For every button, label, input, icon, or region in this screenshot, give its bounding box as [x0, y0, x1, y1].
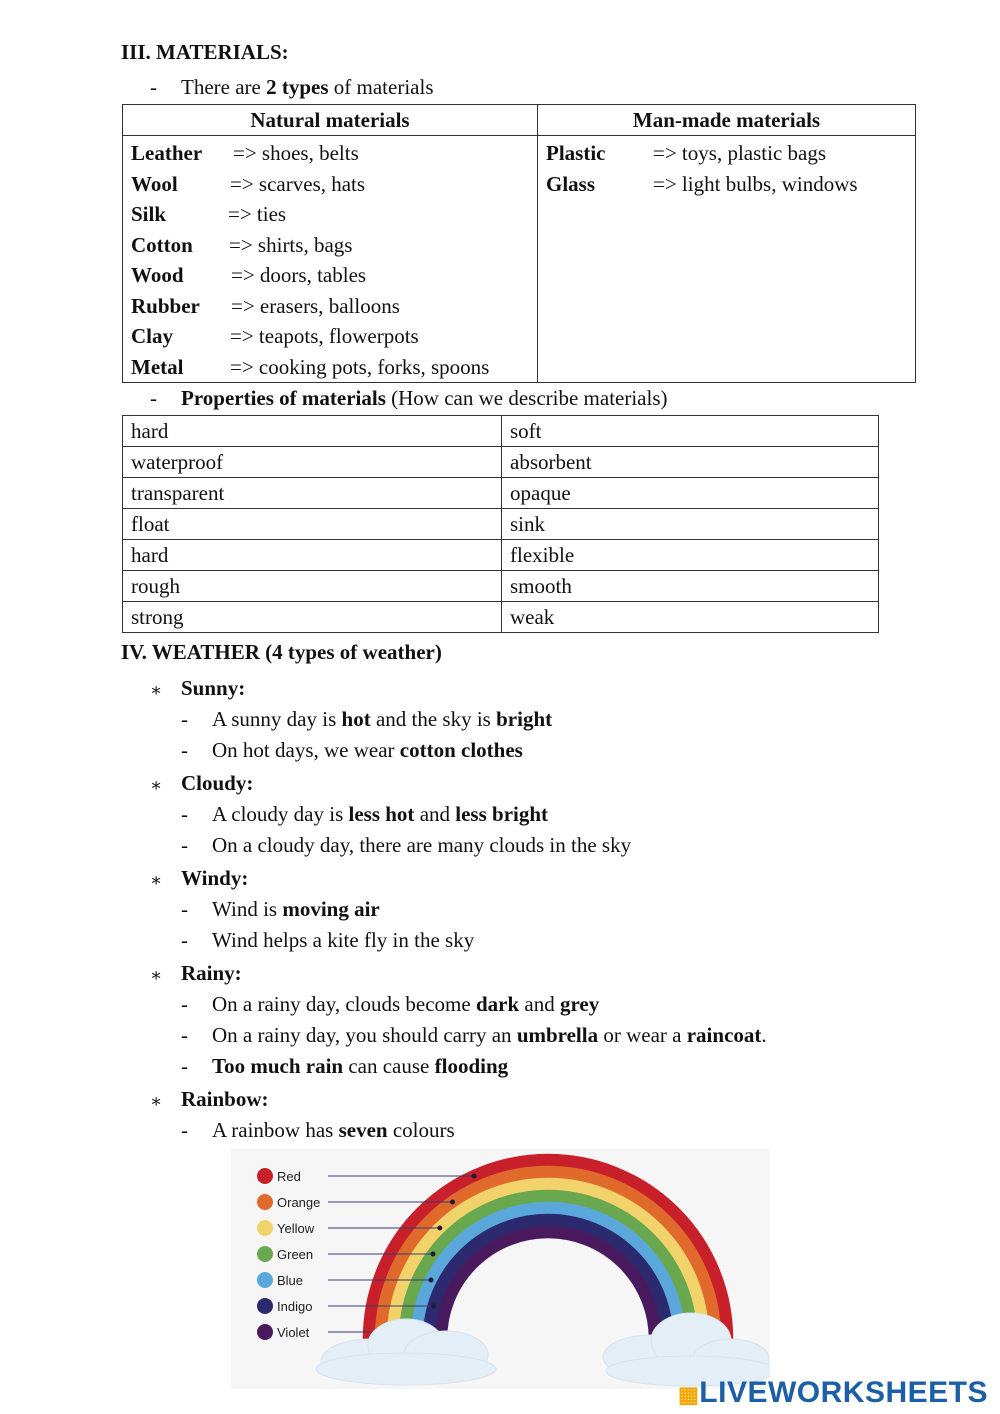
property-cell: rough: [123, 571, 502, 602]
legend-dot-violet: [257, 1324, 273, 1340]
table-row: [123, 540, 879, 571]
material-name: Clay: [131, 324, 173, 348]
table-row: [123, 416, 879, 447]
material-name: Rubber: [131, 293, 200, 318]
natural-item: [131, 352, 529, 383]
material-name: Cotton: [131, 232, 193, 257]
natural-item: [131, 260, 529, 291]
manmade-list: [538, 136, 916, 383]
legend-point-yellow: [437, 1226, 442, 1231]
material-uses: => toys, plastic bags: [653, 141, 827, 165]
dash: -: [181, 738, 188, 762]
materials-table: [122, 104, 916, 383]
property-cell: strong: [123, 602, 502, 633]
logo-text: LIVEWORKSHEETS: [699, 1376, 988, 1409]
liveworksheets-logo: [678, 1376, 988, 1410]
legend-dot-blue: [257, 1272, 273, 1288]
material-name: Wool: [131, 171, 178, 196]
properties-dash: -: [150, 386, 157, 410]
cloudy-line-2: On a cloudy day, there are many clouds in the sky: [212, 833, 632, 857]
legend-label-red: Red: [277, 1169, 301, 1184]
bullet-star: ∗: [150, 1091, 163, 1111]
property-cell: absorbent: [502, 447, 879, 478]
manmade-item: [546, 169, 907, 200]
material-uses: => cooking pots, forks, spoons: [230, 354, 490, 379]
table-row: [123, 447, 879, 478]
property-cell: float: [123, 509, 502, 540]
dash: -: [181, 897, 188, 921]
property-cell: hard: [123, 540, 502, 571]
property-cell: smooth: [502, 571, 879, 602]
rainy-line-3: Too much rain can cause flooding: [212, 1054, 509, 1078]
natural-item: [131, 230, 529, 261]
intro-bold: 2 types: [266, 75, 329, 99]
material-uses: => scarves, hats: [230, 171, 366, 196]
material-uses: => doors, tables: [231, 263, 367, 287]
table-row: [123, 571, 879, 602]
property-cell: soft: [502, 416, 879, 447]
material-uses: => light bulbs, windows: [653, 171, 858, 196]
material-uses: => ties: [228, 202, 287, 226]
legend-point-blue: [429, 1278, 434, 1283]
legend-point-indigo: [431, 1304, 436, 1309]
legend-point-red: [472, 1174, 477, 1179]
material-name: Glass: [546, 171, 596, 196]
properties-text: (How can we describe materials): [385, 386, 668, 410]
legend-point-orange: [450, 1200, 455, 1205]
sunny-line-1: A sunny day is hot and the sky is bright: [212, 707, 553, 731]
properties-intro: [181, 386, 668, 411]
legend-label-indigo: Indigo: [277, 1299, 313, 1314]
natural-item: [131, 138, 529, 169]
natural-item: [131, 199, 529, 230]
materials-intro-dash: -: [150, 75, 157, 99]
cloud-left: [316, 1319, 496, 1385]
legend-dot-red: [257, 1168, 273, 1184]
property-cell: sink: [502, 509, 879, 540]
table-row: [123, 602, 879, 633]
property-cell: weak: [502, 602, 879, 633]
properties-bold: Properties of materials: [181, 386, 386, 410]
rainy-title: Rainy:: [181, 961, 242, 985]
table-row: [123, 509, 879, 540]
material-name: Plastic: [546, 141, 606, 165]
rainy-line-1: On a rainy day, clouds become dark and grey: [212, 992, 600, 1016]
rainbow-illustration: [231, 1149, 770, 1389]
materials-intro: [181, 75, 434, 100]
materials-heading: III. MATERIALS:: [121, 40, 289, 64]
windy-line-1: Wind is moving air: [212, 897, 380, 921]
natural-header: Natural materials: [123, 105, 538, 136]
property-cell: hard: [123, 416, 502, 447]
dash: -: [181, 833, 188, 857]
natural-list: [123, 136, 538, 383]
legend-dot-green: [257, 1246, 273, 1262]
dash: -: [181, 802, 188, 826]
legend-dot-yellow: [257, 1220, 273, 1236]
legend-label-violet: Violet: [277, 1325, 310, 1340]
dash: -: [181, 992, 188, 1016]
material-name: Metal: [131, 354, 184, 379]
dash: -: [181, 1054, 188, 1078]
dash: -: [181, 707, 188, 731]
legend-point-green: [431, 1252, 436, 1257]
property-cell: opaque: [502, 478, 879, 509]
legend-label-orange: Orange: [277, 1195, 321, 1210]
property-cell: flexible: [502, 540, 879, 571]
property-cell: transparent: [123, 478, 502, 509]
logo-icon: ▦: [678, 1382, 700, 1407]
legend-label-green: Green: [277, 1247, 314, 1262]
material-uses: => shoes, belts: [233, 141, 359, 165]
legend-label-yellow: Yellow: [277, 1221, 315, 1236]
rainbow-diagram: [231, 1149, 770, 1389]
intro-text-end: of materials: [328, 75, 434, 99]
properties-table: [122, 415, 879, 633]
cloudy-line-1: A cloudy day is less hot and less bright: [212, 802, 549, 826]
dash: -: [181, 928, 188, 952]
table-row: [123, 478, 879, 509]
natural-item: [131, 321, 529, 352]
bullet-star: ∗: [150, 965, 163, 985]
manmade-item: [546, 138, 907, 169]
legend-label-blue: Blue: [277, 1273, 304, 1288]
bullet-star: ∗: [150, 870, 163, 890]
cloudy-title: Cloudy:: [181, 771, 254, 795]
material-name: Wood: [131, 263, 184, 287]
windy-line-2: Wind helps a kite fly in the sky: [212, 928, 475, 952]
rainbow-title: Rainbow:: [181, 1087, 269, 1111]
legend-dot-indigo: [257, 1298, 273, 1314]
natural-item: [131, 291, 529, 322]
windy-title: Windy:: [181, 866, 249, 890]
legend-dot-orange: [257, 1194, 273, 1210]
rainbow-line-1: A rainbow has seven colours: [212, 1118, 455, 1142]
bullet-star: ∗: [150, 680, 163, 700]
dash: -: [181, 1023, 188, 1047]
manmade-header: Man-made materials: [538, 105, 916, 136]
weather-heading: IV. WEATHER (4 types of weather): [121, 640, 442, 664]
intro-text: There are: [181, 75, 267, 99]
property-cell: waterproof: [123, 447, 502, 478]
natural-item: [131, 169, 529, 200]
rainy-line-2: On a rainy day, you should carry an umbrella or wear a raincoat.: [212, 1023, 767, 1047]
sunny-title: Sunny:: [181, 676, 246, 700]
bullet-star: ∗: [150, 775, 163, 795]
material-uses: => erasers, balloons: [231, 293, 400, 318]
material-uses: => teapots, flowerpots: [230, 324, 419, 348]
material-uses: => shirts, bags: [229, 232, 353, 257]
material-name: Silk: [131, 202, 167, 226]
dash: -: [181, 1118, 188, 1142]
sunny-line-2: On hot days, we wear cotton clothes: [212, 738, 523, 762]
material-name: Leather: [131, 141, 203, 165]
